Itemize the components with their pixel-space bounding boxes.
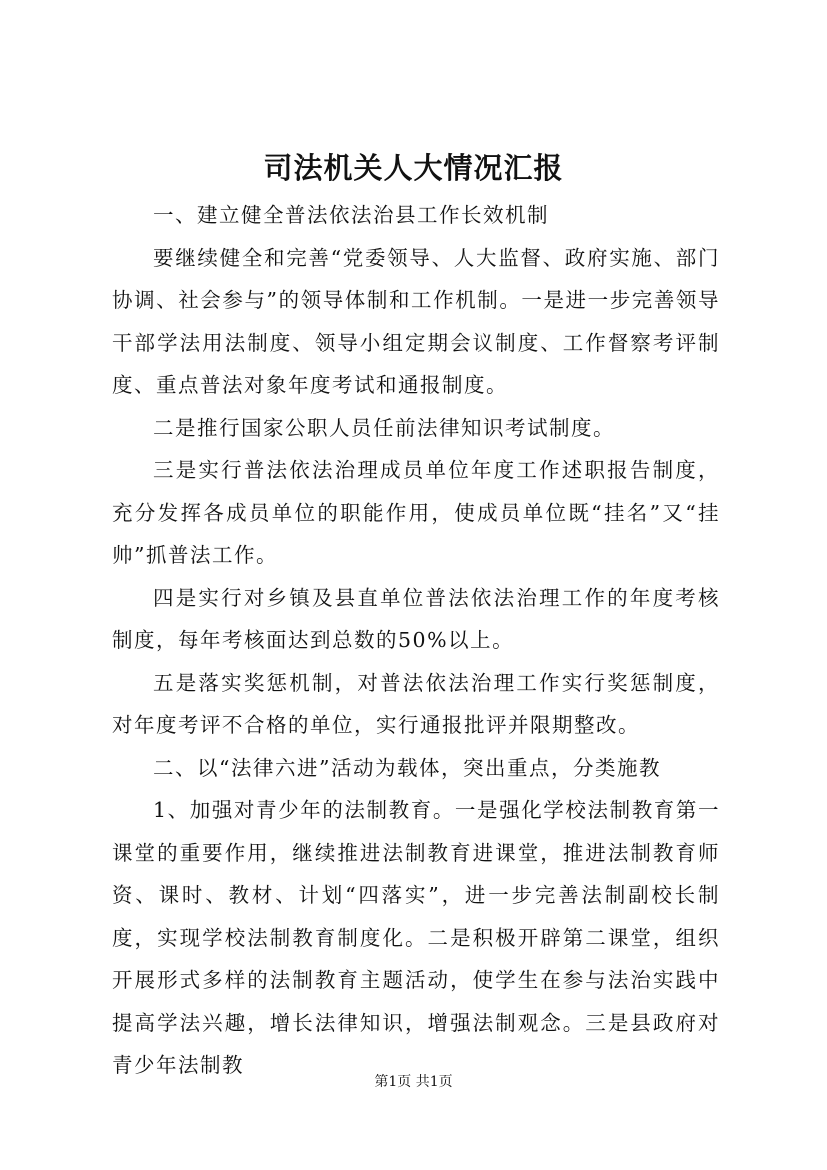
section-heading-1: 一、建立健全普法依法治县工作长效机制 [153,203,549,227]
paragraph: 1、加强对青少年的法制教育。一是强化学校法制教育第一课堂的重要作用，继续推进法制教育进课堂，推进法制教育师资、课时、教材、计划“四落实”，进一步完善法制副校长制度，实现学校法制教育制度化。二是积极开辟第二课堂，组织开展形式多样的法制教育主题活动，使学生在参与法治实践中提高学法兴趣，增长法律知识，增强法制观念。三是县政府对青少年法制教 [112,798,720,1077]
section-heading-2: 二、以“法律六进”活动为载体，突出重点，分类施教 [153,755,661,780]
paragraph: 要继续健全和完善“党委领导、人大监督、政府实施、部门协调、社会参与”的领导体制和工作机制。一是进一步完善领导干部学法用法制度、领导小组定期会议制度、工作督察考评制度、重点普法对象年度考试和通报制度。 [112,245,720,397]
paragraph: 三是实行普法依法治理成员单位年度工作述职报告制度，充分发挥各成员单位的职能作用，使成员单位既“挂名”又“挂帅”抓普法工作。 [112,458,720,567]
paragraph: 四是实行对乡镇及县直单位普法依法治理工作的年度考核制度，每年考核面达到总数的50%以上。 [112,585,720,652]
paragraph: 二是推行国家公职人员任前法律知识考试制度。 [153,415,615,440]
document-title: 司法机关人大情况汇报 [263,151,564,185]
paragraph: 五是落实奖惩机制，对普法依法治理工作实行奖惩制度，对年度考评不合格的单位，实行通报批评并限期整改。 [112,670,720,737]
document-body [112,194,720,1087]
page-footer: 第1页 共1页 [374,1074,453,1090]
